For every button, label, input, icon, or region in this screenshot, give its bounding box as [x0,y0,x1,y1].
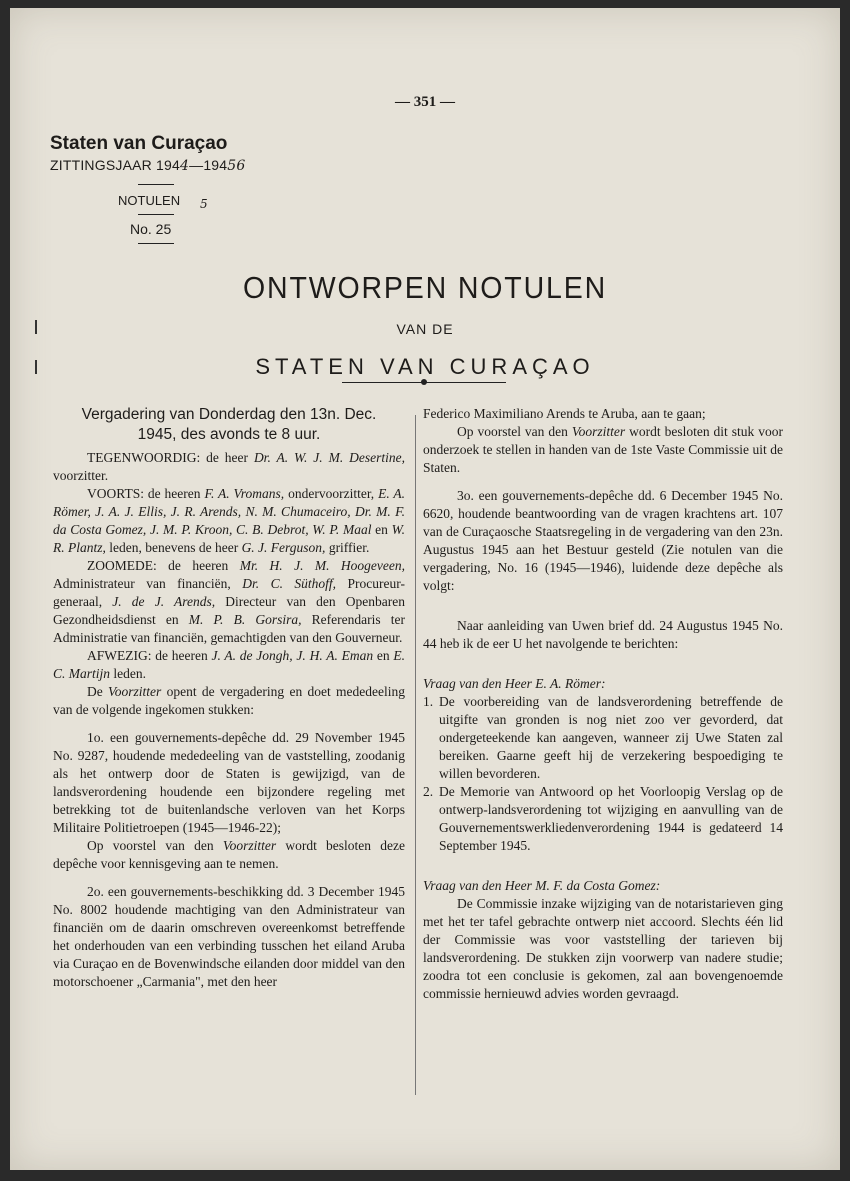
label-present: TEGENWOORDIG: [87,450,201,465]
person-name: E. C. Martijn [53,648,405,681]
document-subtitle: STATEN VAN CURAÇAO [255,354,595,379]
text: Directeur van den Openbaren Gezondheidsdienst en [53,594,405,627]
session-year-mid: —194 [189,157,228,173]
handwritten-five: 5 [200,197,208,211]
text: Administrateur van financiën, [53,576,243,591]
masthead-title: Staten van Curaçao [50,133,228,154]
title-connector: VAN DE [396,321,454,337]
page-number: — 351 — [395,94,455,110]
attendance-officials [53,557,405,647]
label-with: ZOOMEDE: [87,558,157,573]
person-name: J. de J. Arends, [112,594,216,609]
text: de heeren [143,486,205,501]
text: opent de vergadering en doet mededeeling van de volgende ingekomen stukken: [53,684,405,717]
answer-item [423,693,783,783]
attendance-members [53,485,405,557]
chair-title: Voorzitter [571,424,626,439]
person-name: G. J. Ferguson, [241,540,326,555]
item-1-decision [53,837,405,873]
text: wordt besloten deze depêche voor kennisgeving aan te nemen. [53,838,405,871]
text: leden, benevens de heer [105,540,242,555]
text: ondervoorzitter, [284,486,379,501]
question-heading-2: Vraag van den Heer M. F. da Costa Gomez: [423,878,661,893]
masthead [50,133,270,244]
label-also: VOORTS: [87,486,144,501]
meeting-line-1: Vergadering van Donderdag den 13n. Dec. [81,406,377,423]
answer-number: 2. [423,784,434,799]
answer-paragraph: De Commissie inzake wijziging van de notaristarieven ging met het ter tafel gebrachte ontwerp niet accoord. Slechts één lid der Commissie was voor vaststelling der tarieven bij landsverordening. De stukken zijn voorwerp van nadere studie; zoodra tot een conclusie is gekomen, zal aan bovengenoemde commissie hernieuwd advies worden gevraagd. [423,896,783,1001]
answer-item [423,783,783,855]
document-title: ONTWORPEN NOTULEN [242,270,608,305]
person-names: E. A. Römer, J. A. J. Ellis, J. R. Arends, N. M. Chumaceiro, Dr. M. F. da Costa Gomez, J. M. P. Kroon, C. B. Debrot, W. P. Maal [53,486,405,537]
answer-text: De Memorie van Antwoord op het Voorloopig Verslag op de ontwerp-landsverordening tot wijziging en aanvulling van de Gouvernementswerkliedenverordening 1944 is gedateerd 14 September 1945. [439,784,783,853]
chair-title: Voorzitter [108,684,162,699]
handwritten-correction: 4 [180,158,190,174]
text: Op voorstel van den [457,424,572,439]
person-name: F. A. Vromans, [204,486,285,501]
person-names: J. A. de Jongh, J. H. A. Eman [211,648,374,663]
text: de heeren [151,648,212,663]
text: griffier. [325,540,370,555]
column-divider [415,415,416,1095]
question-heading-1: Vraag van den Heer E. A. Römer: [423,676,606,691]
label-absent: AFWEZIG: [87,648,152,663]
right-column [423,405,783,1003]
item-2-continuation: Federico Maximiliano Arends te Aruba, aan te gaan; [423,406,706,421]
masthead-rule [138,184,174,185]
person-name: Dr. C. Süthoff, [242,576,337,591]
answer-list [423,693,783,855]
incoming-item-3: 3o. een gouvernements-depêche dd. 6 December 1945 No. 6620, houdende beantwoording van de vragen krachtens art. 107 van de Curaçaosche Staatsregeling in de vergadering van den 23n. Augustus 1945 aan het Bestuur gesteld (Zie notulen van die vergadering, No. 16 (1945—1946), luidende deze depêche als volgt: [423,488,783,593]
item-2-decision [423,423,783,477]
text: de heeren [156,558,240,573]
handwritten-correction: 6 [236,158,246,174]
masthead-rule [138,214,174,215]
session-year-printed: ZITTINGSJAAR 194 [50,157,181,173]
answer-text: De voorbereiding van de landsverordening betreffende de uitgifte van gronden is nog niet zoo ver gevorderd, dat ondergeteekende kan aangeven, wanneer zij Uwe Staten zal bereiken. Gaarne geeft hij de verzekering bespoediging te willen bevorderen. [439,694,783,781]
text: voorzitter. [53,468,109,483]
attendance-absent [53,647,405,683]
letter-intro: Naar aanleiding van Uwen brief dd. 24 Augustus 1945 No. 44 heb ik de eer U het navolgende te berichten: [423,618,783,651]
section-label: NOTULEN [118,193,181,208]
attendance-present [53,449,405,485]
opening-paragraph [53,683,405,719]
text: en [373,648,394,663]
text: en [371,522,392,537]
text: Op voorstel van den [87,838,223,853]
meeting-line-2: 1945, des avonds te 8 uur. [137,426,321,443]
text: Procureur-generaal, [53,576,405,609]
text: Referendaris ter Administratie van financiën, gemachtigden van den Gouverneur. [53,612,406,645]
incoming-item-2: 2o. een gouvernements-beschikking dd. 3 December 1945 No. 8002 houdende machtiging van den Administrateur van financiën om de daarin omschreven overeenkomst betreffende het onderhouden van een verbinding tusschen het eiland Aruba via Curaçao en de Bovenwindsche eilanden door middel van den motorschoener „Carmania", met den heer [53,884,405,989]
chair-title: Voorzitter [222,838,277,853]
person-name: W. R. Plantz, [53,522,405,555]
person-name: Dr. A. W. J. M. Desertine, [253,450,405,465]
text: de heer [200,450,254,465]
handwritten-correction: 5 [227,158,237,174]
meeting-heading [53,405,405,445]
answer-number: 1. [423,694,434,709]
masthead-rule [138,243,174,244]
issue-number: No. 25 [130,221,172,237]
left-column [53,405,405,991]
title-ornament [421,379,427,385]
text: wordt besloten dit stuk voor onderzoek te stellen in handen van de 1ste Vaste Commissie uit de Staten. [423,424,783,475]
text: leden. [110,666,147,681]
person-name: M. P. B. Gorsira, [188,612,302,627]
person-name: Mr. H. J. M. Hoogeveen, [239,558,405,573]
text: De [87,684,109,699]
incoming-item-1: 1o. een gouvernements-depêche dd. 29 November 1945 No. 9287, houdende mededeeling van de vaststelling, zoodanig als het ontwerp door de Staten is gewijzigd, van de landsverordening houdende een bijzondere regeling met betrekking tot de buitenlandsche verloven van het Korps Militaire Politietroepen (1945—1946-22); [53,730,405,835]
